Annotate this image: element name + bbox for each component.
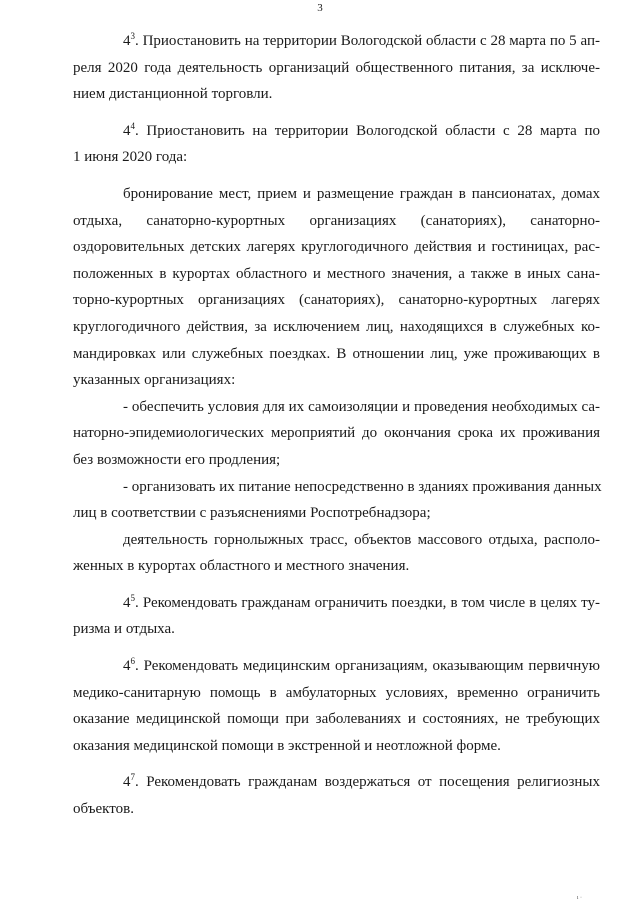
clause-superscript: 5	[130, 592, 135, 603]
clause-number: 4	[123, 774, 131, 791]
text-line: торно-курортных организациях (санаториях), санаторно-курортных лагерях	[73, 292, 600, 309]
text-line: мандировках или служебных поездках. В отношении лиц, уже проживающих в	[73, 345, 600, 362]
text-line: ризма и отдыха.	[73, 621, 175, 638]
paragraph-first-line	[73, 118, 600, 145]
text-line: . Приостановить на территории Вологодской области с 28 марта по	[135, 122, 600, 139]
text-line: указанных организациях:	[73, 372, 236, 389]
paragraph-ski	[73, 527, 600, 580]
paragraph-4-4	[73, 118, 600, 171]
paragraph-first-line	[73, 653, 600, 680]
page-number: 3	[317, 2, 323, 14]
text-line: . Приостановить на территории Вологодской области с 28 марта по 5 ап-	[135, 33, 600, 49]
text-line: - организовать их питание непосредственно в зданиях проживания данных	[123, 478, 602, 495]
paragraph-4-3	[73, 28, 600, 108]
scan-mark: ı ·	[576, 895, 582, 901]
clause-superscript: 6	[130, 656, 135, 667]
clause-superscript: 4	[130, 120, 135, 131]
paragraph-booking	[73, 181, 600, 394]
text-line: без возможности его продления;	[73, 451, 281, 468]
clause-superscript: 7	[130, 772, 135, 783]
text-line: женных в курортах областного и местного значения.	[73, 558, 410, 575]
text-line: . Рекомендовать гражданам воздержаться от посещения религиозных	[135, 774, 600, 791]
text-line: оказания медицинской помощи в экстренной и неотложной форме.	[73, 737, 501, 754]
text-line: положенных в курортах областного и местного значения, а также в иных сана-	[73, 265, 600, 282]
text-line: 1 июня 2020 года:	[73, 149, 188, 166]
clause-number: 4	[123, 33, 131, 49]
text-line: лиц в соответствии с разъяснениями Роспотребнадзора;	[73, 505, 431, 522]
paragraph-food	[73, 474, 600, 527]
paragraph-4-7	[73, 769, 600, 822]
text-line: . Рекомендовать медицинским организациям, оказывающим первичную	[135, 658, 600, 675]
text-line: нием дистанционной торговли.	[73, 86, 273, 103]
text-line: медико-санитарную помощь в амбулаторных условиях, временно ограничить	[73, 684, 600, 701]
clause-number: 4	[123, 658, 131, 675]
paragraph-4-6	[73, 653, 600, 759]
text-line: оказание медицинской помощи при заболеваниях и состояниях, не требующих	[73, 711, 600, 728]
text-line: деятельность горнолыжных трасс, объектов массового отдыха, располо-	[123, 531, 600, 548]
paragraph-first-line	[73, 590, 600, 617]
text-line: . Рекомендовать гражданам ограничить поездки, в том числе в целях ту-	[135, 594, 600, 611]
text-line: реля 2020 года деятельность организаций общественного питания, за исключе-	[73, 59, 600, 76]
document-body	[73, 28, 600, 823]
paragraph-first-line	[73, 28, 600, 55]
clause-superscript: 3	[130, 31, 135, 41]
paragraph-self-isolation	[73, 394, 600, 474]
text-line: объектов.	[73, 801, 134, 818]
text-line: круглогодичного действия, за исключением лиц, находящихся в служебных ко-	[73, 318, 600, 335]
text-line: наторно-эпидемиологических мероприятий до окончания срока их проживания	[73, 425, 600, 442]
text-line: бронирование мест, прием и размещение граждан в пансионатах, домах	[123, 185, 600, 202]
paragraph-4-5	[73, 590, 600, 643]
text-line: отдыха, санаторно-курортных организациях (санаториях), санаторно-	[73, 212, 600, 229]
text-line: оздоровительных детских лагерях круглогодичного действия и гостиницах, рас-	[73, 239, 600, 256]
clause-number: 4	[123, 594, 131, 611]
paragraph-first-line	[73, 769, 600, 796]
clause-number: 4	[123, 122, 131, 139]
text-line: - обеспечить условия для их самоизоляции и проведения необходимых са-	[123, 398, 600, 415]
